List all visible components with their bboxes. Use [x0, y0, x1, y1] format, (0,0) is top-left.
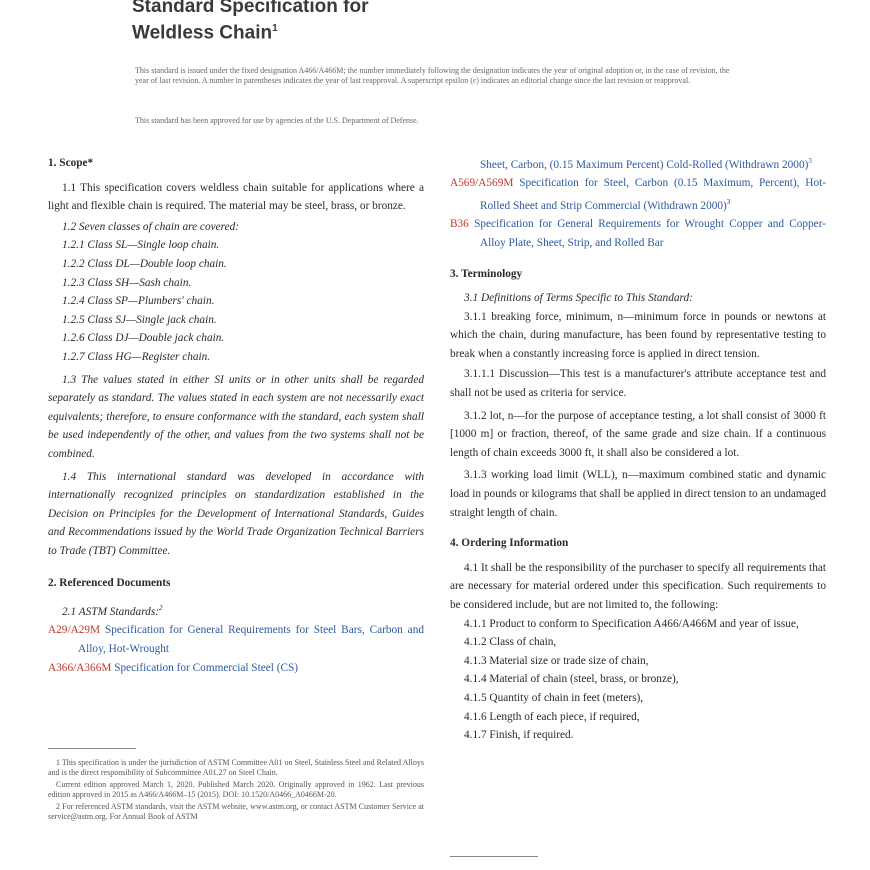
scope-heading: 1. Scope* [48, 157, 94, 169]
para-3-1-2: 3.1.2 lot, n—for the purpose of acceptance testing, a lot shall consist of 3000 ft [1000 m] or fraction, thereof, of the same grade and size chain. If a continuous length of chain exceeds 3000 ft, it shall also be considered a lot. [450, 409, 826, 459]
footnote-2: 2 For referenced ASTM standards, visit the ASTM website, www.astm.org, or contact ASTM Customer Service at service@astm.org. For Annual Book of ASTM [48, 802, 424, 821]
footnote-1b: Current edition approved March 1, 2020. Published March 2020. Originally approved in 1962. Last previous edition approved in 2015 as A466/A466M–15 (2015). DOI: 10.1520/A0466_A0466M-20. [48, 780, 424, 799]
para-1-4: 1.4 This international standard was developed in accordance with internationally recognized principles on standardization established in the Decision on Principles for the Development of International Standards, Guides and Recommendations issued by the World Trade Organization Technical Barriers to Trade (TBT) Committee. [48, 470, 424, 557]
class-item: 1.2.1 Class SL—Single loop chain. [62, 239, 220, 252]
reference-item[interactable] [48, 621, 424, 658]
para-2-1: 2.1 ASTM Standards: [62, 605, 159, 618]
reference-title[interactable]: Specification for Steel, Carbon (0.15 Maximum, Percent), Hot-Rolled Sheet and Strip Commercial (Withdrawn 2000) [480, 177, 826, 212]
ordering-item: 4.1.2 Class of chain, [464, 636, 557, 649]
para-4-1-1: 4.1.1 Product to conform to Specification A466/A466M and year of issue, [464, 617, 799, 630]
reference-code[interactable]: A366/A366M [48, 661, 112, 674]
class-item: 1.2.3 Class SH—Sash chain. [62, 276, 192, 289]
document-title [132, 0, 368, 44]
footnotes [48, 758, 424, 822]
footnote-divider [48, 748, 136, 749]
ordering-item: 4.1.7 Finish, if required. [464, 729, 574, 742]
class-item: 1.2.7 Class HG—Register chain. [62, 350, 211, 363]
reference-continuation[interactable]: Sheet, Carbon, (0.15 Maximum Percent) Cold-Rolled (Withdrawn 2000) [480, 158, 809, 171]
approval-note: This standard has been approved for use by agencies of the U.S. Department of Defense. [135, 116, 419, 125]
right-footnote-divider [450, 856, 538, 857]
para-1-3: 1.3 The values stated in either SI units or in other units shall be regarded separately as standard. The values stated in each system are not necessarily exact equivalents; therefore, to ensure conformance with the standard, each system shall be used independently of the other, and values from the two systems shall not be combined. [48, 373, 424, 460]
terminology-heading: 3. Terminology [450, 267, 523, 280]
reference-title[interactable]: Specification for Commercial Steel (CS) [114, 661, 299, 674]
reference-code[interactable]: A569/A569M [450, 177, 514, 190]
para-1-1: 1.1 This specification covers weldless chain suitable for applications where a light and flexible chain is required. The material may be steel, brass, or bronze. [48, 181, 424, 213]
reference-item[interactable] [48, 659, 424, 678]
reference-title[interactable]: Specification for General Requirements for Steel Bars, Carbon and Alloy, Hot-Wrought [78, 624, 424, 656]
title-line-1: Standard Specification for [132, 0, 369, 17]
ordering-item: 4.1.4 Material of chain (steel, brass, or bronze), [464, 673, 679, 686]
class-item: 1.2.6 Class DJ—Double jack chain. [62, 332, 225, 345]
title-footnote-mark: 1 [272, 23, 278, 34]
ordering-heading: 4. Ordering Information [450, 537, 569, 550]
ordering-item: 4.1.6 Length of each piece, if required, [464, 710, 640, 723]
referenced-documents-heading: 2. Referenced Documents [48, 577, 171, 590]
title-line-2: Weldless Chain [132, 22, 273, 44]
ordering-item: 4.1.3 Material size or trade size of chain, [464, 654, 649, 667]
class-item: 1.2.4 Class SP—Plumbers' chain. [62, 295, 215, 308]
para-3-1-3: 3.1.3 working load limit (WLL), n—maximum combined static and dynamic load in pounds or kilograms that shall be applied in direct tension to an undamaged straight length of chain. [450, 469, 826, 519]
designation-note: This standard is issued under the fixed designation A466/A466M; the number immediately following the designation indicates the year of original adoption or, in the case of revision, the year of last revision. A number in parentheses indicates the year of last reapproval. A superscript epsilon (ε) indicates an editorial change since the last revision or reapproval. [135, 66, 730, 85]
reference-item[interactable]: A569/A569M Specification for Steel, Carbon (0.15 Maximum, Percent), Hot-Rolled Sheet and Strip Commercial (Withdrawn 2000)$^3$ [450, 177, 826, 212]
reference-code[interactable]: B36 [450, 218, 469, 231]
left-column: 1. Scope* 1.1 This specification covers weldless chain suitable for applications where a light and flexible chain is required. The material may be steel, brass, or bronze. 1.2 Seven classes of chain are covered: 1.2.1 Class SL—Single loop chain. 1.2.2 Class DL—Double loop chain. 1.2.3 Class SH—Sash chain. 1.2.4 Class SP—Plumbers' chain. 1.2.5 Class SJ—Single jack chain. 1.2.6 Class DJ—Double jack chain. 1.2.7 Class HG—Register chain. 1.3 The values stated in either SI units or in other units shall be regarded separately as standard. The values stated in each system are not necessarily exact equivalents; therefore, to ensure conformance with the standard, each system shall be used independently of the other, and values from the two systems shall not be combined. 1.4 This international standard was developed in accordance with internationally recognized principles on standardization established in the Decision on Principles for the Development of International Standards, Guides and Recommendations issued by the World Trade Organization Technical Barriers to Trade (TBT) Committee. 2. Referenced Documents 2.1 ASTM Standards:$^2$ A29/A29M Specification for General Requirements for Steel Bars, Carbon and Alloy, Hot-Wrought A366/A366M Specification for Commercial Steel (CS) [48, 154, 424, 677]
footnote-1: 1 This specification is under the jurisdiction of ASTM Committee A01 on Steel, Stainless Steel and Related Alloys and is the direct responsibility of Subcommittee A01.27 on Steel Chain. [48, 758, 424, 777]
para-1-2: 1.2 Seven classes of chain are covered: [62, 220, 240, 233]
ordering-item: 4.1.5 Quantity of chain in feet (meters), [464, 691, 644, 704]
para-4-1: 4.1 It shall be the responsibility of the purchaser to specify all requirements that are necessary for material ordered under this specification. Such requirements to be considered include, but are not limited to, the following: [450, 561, 826, 611]
class-item: 1.2.2 Class DL—Double loop chain. [62, 257, 227, 270]
reference-code[interactable]: A29/A29M [48, 624, 101, 637]
para-3-1: 3.1 Definitions of Terms Specific to This Standard: [464, 292, 693, 305]
para-3-1-1-1: 3.1.1.1 Discussion—This test is a manufacturer's attribute acceptance test and shall not be used as criteria for service. [450, 368, 826, 400]
class-item: 1.2.5 Class SJ—Single jack chain. [62, 313, 217, 326]
para-3-1-1: 3.1.1 breaking force, minimum, n—minimum force in pounds or newtons at which the chain, during manufacture, has been found by representative testing to break when a constantly increasing force is applied in direct tension. [450, 310, 826, 360]
right-column: Sheet, Carbon, (0.15 Maximum Percent) Cold-Rolled (Withdrawn 2000)$^3$ A569/A569M Specification for Steel, Carbon (0.15 Maximum, Percent), Hot-Rolled Sheet and Strip Commercial (Withdrawn 2000)$^3$ B36 Specification for General Requirements for Wrought Copper and Copper-Alloy Plate, Sheet, Strip, and Rolled Bar 3. Terminology 3.1 Definitions of Terms Specific to This Standard: 3.1.1 breaking force, minimum, n—minimum force in pounds or newtons at which the chain, during manufacture, has been found by representative testing to break when a constantly increasing force is applied in direct tension. 3.1.1.1 Discussion—This test is a manufacturer's attribute acceptance test and shall not be used as criteria for service. 3.1.2 lot, n—for the purpose of acceptance testing, a lot shall consist of 3000 ft [1000 m] or fraction, thereof, of the same grade and size chain. If a continuous length of chain exceeds 3000 ft, it shall also be considered a lot. 3.1.3 working load limit (WLL), n—maximum combined static and dynamic load in pounds or kilograms that shall be applied in direct tension to an undamaged straight length of chain. 4. Ordering Information 4.1 It shall be the responsibility of the purchaser to specify all requirements that are necessary for material ordered under this specification. Such requirements to be considered include, but are not limited to, the following: 4.1.1 Product to conform to Specification A466/A466M and year of issue, 4.1.2 Class of chain, 4.1.3 Material size or trade size of chain, 4.1.4 Material of chain (steel, brass, or bronze), 4.1.5 Quantity of chain in feet (meters), 4.1.6 Length of each piece, if required, 4.1.7 Finish, if required. [450, 152, 826, 745]
reference-item[interactable] [450, 215, 826, 252]
reference-title[interactable]: Specification for General Requirements for Wrought Copper and Copper-Alloy Plate, Sheet, Strip, and Rolled Bar [474, 218, 826, 249]
